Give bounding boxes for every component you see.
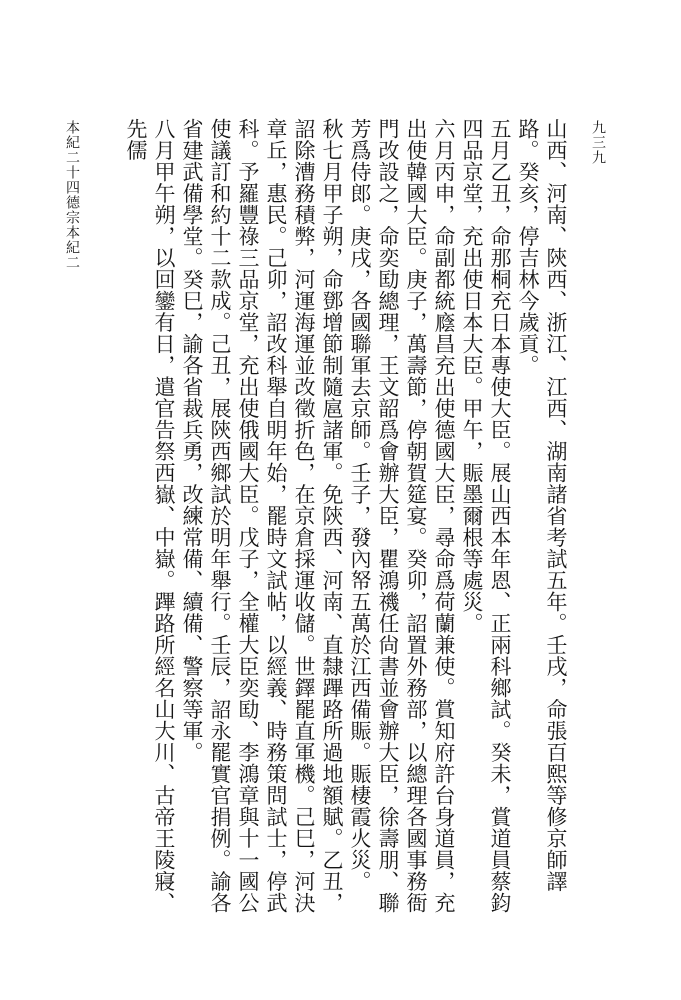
running-header: [62, 120, 82, 920]
paragraph-5: 八月甲午朔，以回鑾有日，遣官告祭西嶽、中嶽。蹕路所經名山大川、古帝王陵寢、先儒: [124, 118, 176, 914]
paragraph-2: 五月乙丑，命那桐充日本專使大臣。展山西本年恩、正兩科鄉試。癸未，賞道員蔡鈞四品京堂，充出使日本大臣。甲午，賑墨爾根等處災。: [460, 118, 512, 914]
paragraph-3: 六月丙申，命副都統廕昌充出使德國大臣，尋命爲荷蘭兼使。賞知府許台身道員，充出使韓國大臣。庚子，萬壽節，停朝賀筵宴。癸卯，詔置外務部，以總理各國事務衙門改設之，命奕劻總理，王文韶爲會辦大臣，瞿鴻禨任尙書並會辦大臣，徐壽朋、聯芳爲侍郎。庚戌，各國聯軍去京師。壬子，發內帑五萬於江西備賑。賑棲霞火災。: [348, 118, 456, 914]
paragraph-4: 秋七月甲子朔，命鄧增節制隨扈諸軍。免陝西、河南、直隸蹕路所過地額賦。乙丑，詔除漕務積弊，河運海運並改徵折色，在京倉採運收儲。世鐸罷直軍機。己巳，河決章丘，惠民。己卯，詔改科舉自明年始，罷時文試帖，以經義、時務策問試士，停武科。予羅豐祿三品京堂，充出使俄國大臣。戊子，全權大臣奕劻、李鴻章與十一國公使議訂和約十二款成。己丑，展陝西鄉試於明年舉行。壬辰，詔永罷實官捐例。諭各省建武備學堂。癸巳，諭各省裁兵勇，改練常備、續備、警察等軍。: [180, 118, 344, 914]
page-number-text: 九三九: [590, 120, 606, 165]
body-text: [100, 118, 570, 918]
page-number: [588, 120, 608, 920]
chapter-title: 德宗本紀二: [64, 195, 80, 270]
paragraph-1: 山西、河南、陝西、浙江、江西、湖南諸省考試五年。壬戌，命張百熙等修京師譯路。癸亥，停吉林今歲貢。: [516, 118, 568, 892]
book-title: 本紀二十四: [64, 120, 80, 195]
